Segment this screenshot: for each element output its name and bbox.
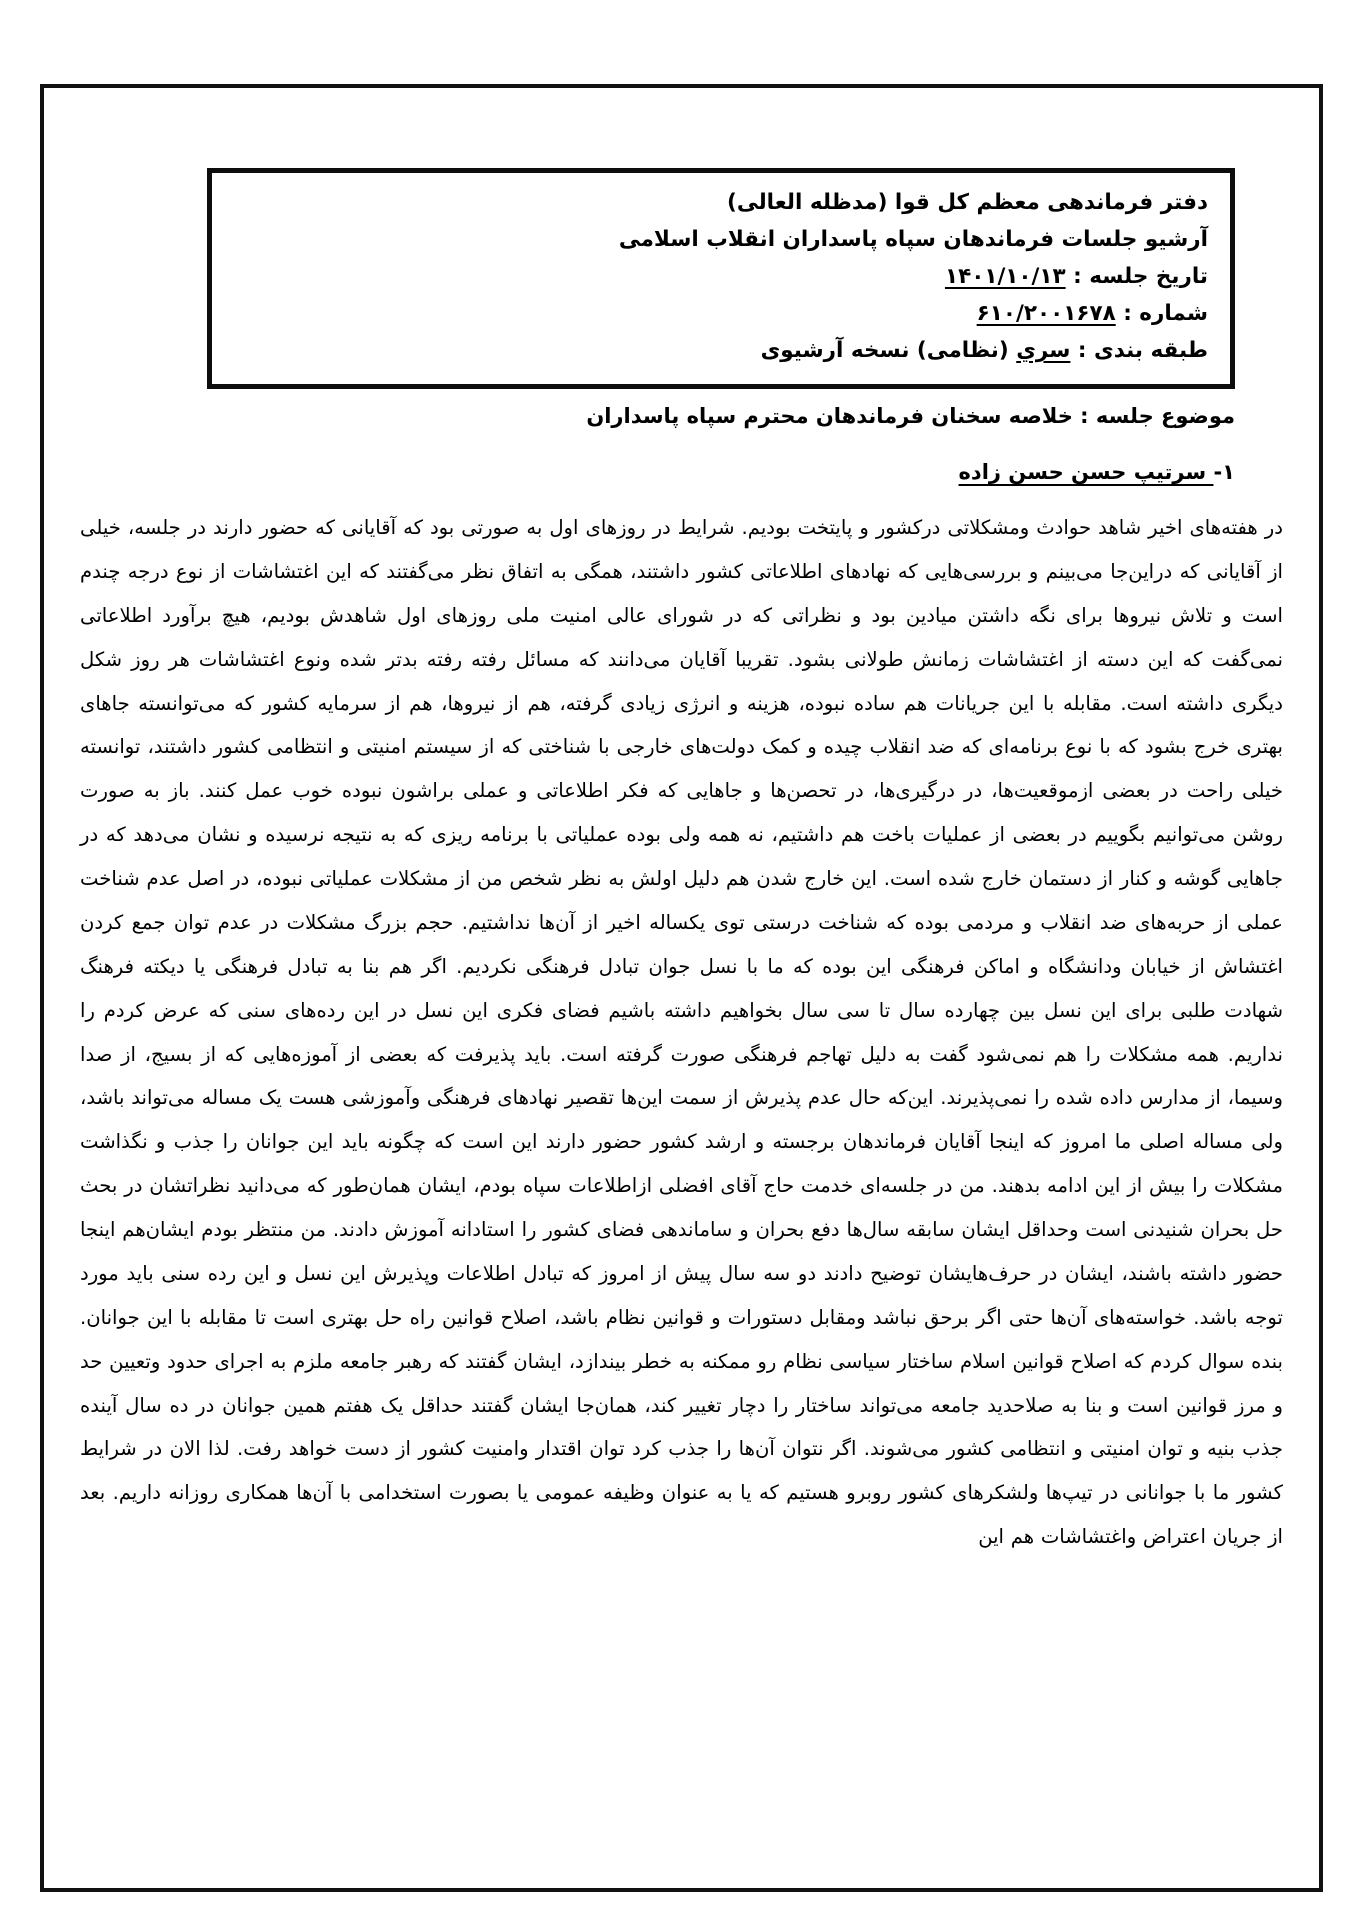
classification-suffix: (نظامی) نسخه آرشیوی [760,337,1017,363]
meeting-subject-line [207,404,1235,428]
number-label: شماره : [1115,300,1208,326]
letterhead-archive-line: آرشیو جلسات فرماندهان سپاه پاسداران انقلاب اسلامی [618,226,1208,252]
body-paragraph: در هفته‌های اخیر شاهد حوادث ومشکلاتی درکشور و پایتخت بودیم. شرایط در روزهای اول به صورتی بود که آقایانی که حضور دارند در جلسه، خیلی از آقایانی که دراین‌جا می‌بینم و بررسی‌هایی که نهادهای اطلاعاتی کشور داشتند، همگی به اتفاق نظر می‌گفتند که این اغتشاشات از نوع درجه چندم است و تلاش نیروها برای نگه داشتن میادین بود و نظراتی که در شورای عالی امنیت ملی روزهای اول شاهدش بودیم، هیچ برآورد اطلاعاتی نمی‌گفت که این دسته از اغتشاشات زمانش طولانی بشود. تقریبا آقایان می‌دانند که مسائل رفته رفته بدتر شده ونوع اغتشاشات هر روز شکل دیگری داشته است. مقابله با این جریانات هم ساده نبوده، هزینه و انرژی زیادی گرفته، هم از نیروها، هم از سرمایه کشور که می‌توانسته جاهای بهتری خرج بشود که با نوع برنامه‌ای که ضد انقلاب چیده و کمک دولت‌های خارجی با شناختی که از سیستم امنیتی و انتظامی کشور داشتند، توانسته خیلی راحت در بعضی ازموقعیت‌ها، در درگیری‌ها، در تحصن‌ها و جاهایی که فکر اطلاعاتی و عملی براشون نبوده خوب عمل کنند. باز به صورت روشن می‌توانیم بگوییم در بعضی از عملیات باخت هم داشتیم، نه همه ولی بوده عملیاتی با برنامه ریزی که به نتیجه نرسیده و نشان می‌دهد که در جاهایی گوشه و کنار از دستمان خارج شده است. این خارج شدن هم دلیل اولش به نظر شخص من از مشکلات عملیاتی نبوده، در اصل عدم شناخت عملی از حربه‌های ضد انقلاب و مردمی بوده که شناخت درستی توی یکساله اخیر از آن‌ها نداشتیم. حجم بزرگ مشکلات در عدم توان جمع کردن اغتشاش از خیابان ودانشگاه و اماکن فرهنگی این بوده که ما با نسل جوان تبادل فرهنگی نکردیم. اگر هم بنا به تبادل فرهنگی یا دیکته فرهنگ شهادت طلبی برای این نسل بین چهارده سال تا سی سال بخواهیم داشته باشیم فضای فکری این نسل در این رده‌های سنی که عرض کردم را نداریم. همه مشکلات را هم نمی‌شود گفت به دلیل تهاجم فرهنگی صورت گرفته است. باید پذیرفت که بعضی از آموزه‌هایی که از بسیج، از صدا وسیما، از مدارس داده شده را نمی‌پذیرند. این‌که حال عدم پذیرش از سمت این‌ها تقصیر نهادهای فرهنگی وآموزشی هست یک مساله می‌تواند باشد، ولی مساله اصلی ما امروز که اینجا آقایان فرماندهان برجسته و ارشد کشور حضور دارند این است که چگونه باید این جوانان را جذب و نگذاشت مشکلات را بیش از این ادامه بدهند. من در جلسه‌ای خدمت حاج آقای افضلی ازاطلاعات سپاه بودم، ایشان همان‌طور که می‌دانید نظراتشان در بحث حل بحران شنیدنی است وحداقل ایشان سابقه سال‌ها دفع بحران و ساماندهی فضای کشور را استادانه آموزش دادند. من منتظر بودم ایشان‌هم اینجا حضور داشته باشند، ایشان در حرف‌هایشان توضیح دادند دو سه سال پیش از امروز که تبادل اطلاعات وپذیرش این نسل و این رده سنی باید مورد توجه باشد. خواسته‌های آن‌ها حتی اگر برحق نباشد ومقابل دستورات و قوانین نظام باشد، اصلاح قوانین راه حل بهتری است تا مقابله با این جوانان. بنده سوال کردم که اصلاح قوانین اسلام ساختار سیاسی نظام رو ممکنه به خطر بیندازد، ایشان گفتند که رهبر جامعه ملزم به اجرای حدود وتعیین حد و مرز قوانین است و بنا به صلاحدید جامعه می‌تواند ساختار را دچار تغییر کند، همان‌جا ایشان گفتند حداقل یک هفتم همین جوانان در ده سال آینده جذب بنیه و توان امنیتی و انتظامی کشور می‌شوند. اگر نتوان آن‌ها را جذب کرد توان اقتدار وامنیت کشور از دست خواهد رفت. لذا الان در شرایط کشور ما با جوانانی در تیپ‌ها ولشکرهای کشور روبرو هستیم که یا به عنوان وظیفه عمومی یا بصورت استخدامی با آن‌ها همکاری روزانه داریم. بعد از جریان اعتراض واغتشاشات هم این [80,516,1283,1549]
number-value: ۶۱۰/۲۰۰۱۶۷۸ [976,300,1116,326]
classification-label: طبقه بندی : [1070,337,1208,363]
letterhead-number-line [234,296,1208,333]
letterhead-box [207,168,1235,389]
letterhead-date-line [234,259,1208,296]
date-value: ۱۴۰۱/۱۰/۱۳ [944,263,1066,289]
letterhead-classification-line [234,333,1208,370]
subject-value: خلاصه سخنان فرماندهان محترم سپاه پاسداران [586,404,1073,428]
date-label: تاریخ جلسه : [1065,263,1208,289]
speaker-name: سرتیپ حسن حسن زاده [958,460,1214,484]
speaker-heading [207,460,1235,484]
classification-value: سري [1016,337,1071,363]
page-content [44,88,1319,1888]
letterhead-office-line: دفتر فرماندهی معظم کل قوا (مدظله العالی) [727,190,1208,215]
subject-label: موضوع جلسه : [1072,404,1235,428]
speaker-index: ۱- [1213,460,1235,484]
